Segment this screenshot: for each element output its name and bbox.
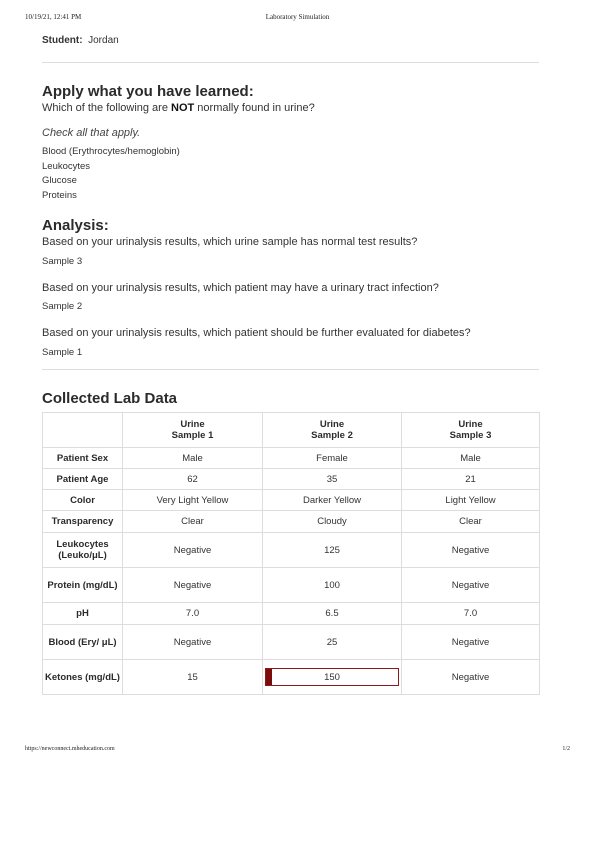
main-content	[42, 34, 539, 695]
table-cell: Male	[123, 448, 263, 469]
table-cell: 21	[402, 469, 540, 490]
table-row	[43, 660, 540, 695]
table-row	[43, 469, 540, 490]
table-cell: 100	[263, 568, 402, 603]
row-label: Color	[43, 490, 123, 511]
table-cell: 15	[123, 660, 263, 695]
print-page-number: 1/2	[562, 746, 570, 752]
apply-instruction: Check all that apply.	[42, 127, 141, 139]
student-name: Jordan	[88, 35, 119, 46]
analysis-answer-3: Sample 1	[42, 347, 83, 358]
table-cell: Darker Yellow	[263, 490, 402, 511]
table-row	[43, 625, 540, 660]
table-cell: 35	[263, 469, 402, 490]
option-leukocytes[interactable]: Leukocytes	[42, 160, 91, 172]
row-label: pH	[43, 603, 123, 625]
table-cell: Clear	[402, 511, 540, 533]
analysis-heading: Analysis:	[42, 217, 109, 234]
table-row	[43, 511, 540, 533]
print-footer	[25, 746, 570, 758]
highlight-bar	[266, 669, 272, 685]
apply-question: Which of the following are NOT normally found in urine?	[42, 102, 315, 114]
table-cell: 7.0	[402, 603, 540, 625]
column-header: Urine Sample 1	[123, 413, 263, 448]
table-cell: Clear	[123, 511, 263, 533]
table-cell: 25	[263, 625, 402, 660]
table-row	[43, 568, 540, 603]
table-cell: Negative	[402, 625, 540, 660]
highlighted-value: 150	[324, 672, 340, 683]
analysis-question-3: Based on your urinalysis results, which patient should be further evaluated for diabetes?	[42, 327, 471, 339]
table-cell-highlighted[interactable]	[263, 660, 402, 695]
table-cell: Light Yellow	[402, 490, 540, 511]
table-corner-cell	[43, 413, 123, 448]
table-row	[43, 603, 540, 625]
row-label: Patient Sex	[43, 448, 123, 469]
column-header: Urine Sample 3	[402, 413, 540, 448]
table-cell: Male	[402, 448, 540, 469]
row-label: Patient Age	[43, 469, 123, 490]
table-cell: Female	[263, 448, 402, 469]
row-label: Protein (mg/dL)	[43, 568, 123, 603]
table-cell: 62	[123, 469, 263, 490]
table-row	[43, 448, 540, 469]
row-label: Leukocytes (Leuko/μL)	[43, 533, 123, 568]
lab-data-heading: Collected Lab Data	[42, 390, 178, 407]
row-label: Blood (Ery/ μL)	[43, 625, 123, 660]
row-label: Transparency	[43, 511, 123, 533]
table-cell: Very Light Yellow	[123, 490, 263, 511]
apply-options-list	[42, 145, 539, 203]
table-row	[43, 533, 540, 568]
print-url: https://newconnect.mheducation.com	[25, 746, 115, 752]
table-cell: 7.0	[123, 603, 263, 625]
table-cell: Negative	[402, 533, 540, 568]
table-cell: Negative	[123, 568, 263, 603]
option-glucose[interactable]: Glucose	[42, 175, 77, 186]
table-cell: 6.5	[263, 603, 402, 625]
analysis-answer-1: Sample 3	[42, 256, 83, 267]
table-header-row	[43, 413, 540, 448]
option-blood[interactable]: Blood (Erythrocytes/hemoglobin)	[42, 146, 180, 157]
lab-data-table	[42, 412, 540, 695]
analysis-answer-2: Sample 2	[42, 301, 83, 312]
table-cell: Negative	[123, 533, 263, 568]
row-label: Ketones (mg/dL)	[43, 660, 123, 695]
selected-cell-indicator	[265, 668, 399, 686]
apply-heading: Apply what you have learned:	[42, 83, 254, 100]
table-cell: Cloudy	[263, 511, 402, 533]
table-cell: 125	[263, 533, 402, 568]
print-header	[25, 13, 570, 25]
print-page-title: Laboratory Simulation	[265, 13, 330, 21]
table-cell: Negative	[402, 660, 540, 695]
print-datetime: 10/19/21, 12:41 PM	[25, 13, 82, 21]
table-row	[43, 490, 540, 511]
student-line	[42, 34, 539, 48]
student-label: Student:	[42, 35, 83, 46]
option-proteins[interactable]: Proteins	[42, 189, 77, 201]
analysis-question-2: Based on your urinalysis results, which patient may have a urinary tract infection?	[42, 282, 439, 294]
column-header: Urine Sample 2	[263, 413, 402, 448]
table-cell: Negative	[123, 625, 263, 660]
analysis-question-1: Based on your urinalysis results, which urine sample has normal test results?	[42, 236, 418, 248]
table-cell: Negative	[402, 568, 540, 603]
